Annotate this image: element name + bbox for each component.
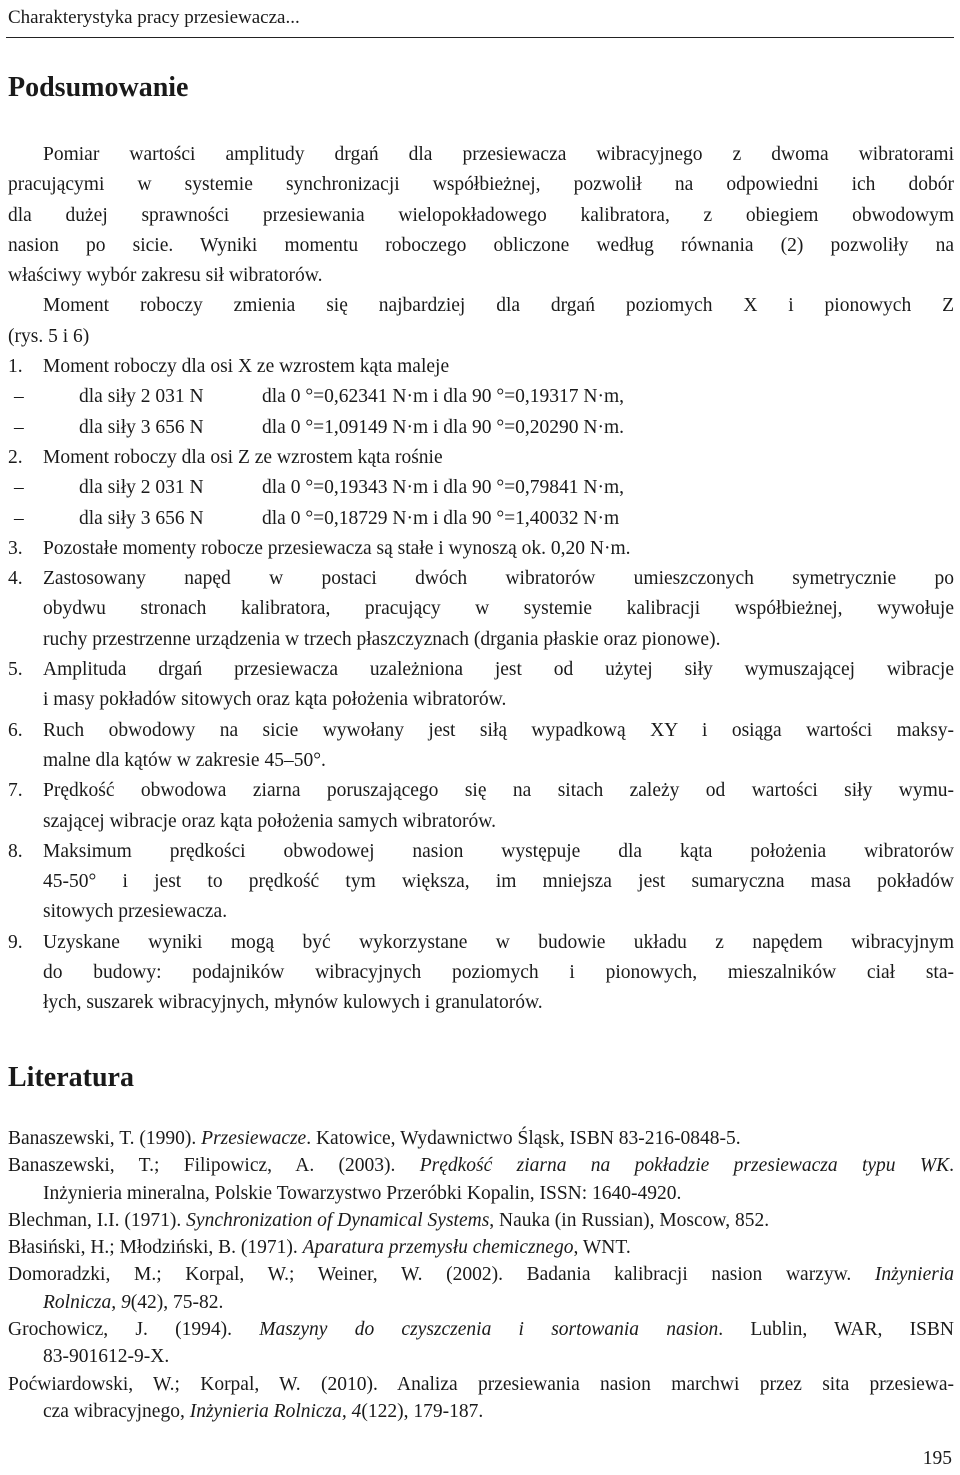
ref-authors: Banaszewski, T. (1990).	[8, 1128, 202, 1149]
ref-journal: Inżynieria	[874, 1264, 954, 1286]
list-item-text: Zastosowany napęd w postaci dwóch wibratorów umieszczonych symetrycznie po	[43, 568, 954, 590]
list-item-text: 45-50° i jest to prędkość tym większa, im mniejsza jest sumaryczna masa pokładów	[43, 871, 954, 893]
ref-authors: Blechman, I.I. (1971).	[8, 1209, 187, 1231]
reference-continuation: Inżynieria mineralna, Polskie Towarzystwo Przeróbki Kopalin, ISSN: 1640-4920.	[43, 1182, 682, 1204]
bullet-values: dla 0 °=0,62341 N·m i dla 90 °=0,19317 N·m,	[262, 386, 625, 408]
summary-p1-line: Pomiar wartości amplitudy drgań dla przesiewacza wibracyjnego z dwoma wibratorami	[43, 144, 954, 165]
list-item-text: sitowych przesiewacza.	[43, 901, 228, 923]
list-item-text: Uzyskane wyniki mogą być wykorzystane w budowie układu z napędem wibracyjnym	[43, 931, 954, 953]
list-item-1	[8, 352, 954, 382]
list-item-text: do budowy: podajników wibracyjnych poziomych i pionowych, mieszalników ciał sta-	[43, 962, 954, 984]
summary-p1-line: właściwy wybór zakresu sił wibratorów.	[8, 265, 323, 287]
page-number: 195	[922, 1448, 952, 1469]
ref-title: Przesiewacze	[201, 1128, 307, 1149]
list-item-text: łych, suszarek wibracyjnych, młynów kulowych i granulatorów.	[43, 992, 543, 1014]
header-rule	[6, 37, 954, 38]
ref-title: Aparatura przemysłu chemicznego	[302, 1237, 574, 1259]
summary-p2-line: Moment roboczy zmienia się najbardziej dla drgań poziomych X i pionowych Z	[43, 295, 954, 317]
list-item-number: 5.	[8, 659, 23, 681]
list-item-number: 2.	[8, 446, 23, 468]
bullet-force: dla siły 2 031 N	[79, 386, 204, 408]
list-item-number: 9.	[8, 931, 23, 953]
list-item-text: Moment roboczy dla osi X ze wzrostem kąta maleje	[43, 356, 450, 378]
list-item-8	[8, 837, 954, 928]
ref-publisher: , WNT.	[573, 1237, 631, 1259]
ref-authors-title: Poćwiardowski, W.; Korpal, W. (2010). Analiza przesiewania nasion marchwi przez sita przesiewa-	[8, 1373, 954, 1395]
summary-p2-line: (rys. 5 i 6)	[8, 325, 90, 347]
bullet-values: dla 0 °=1,09149 N·m i dla 90 °=0,20290 N·m.	[262, 416, 625, 438]
list-item-text: malne dla kątów w zakresie 45–50°.	[43, 749, 326, 771]
dash-bullet: –	[14, 477, 24, 499]
ref-pages: (42), 75-82.	[130, 1291, 224, 1313]
list-item-text: Prędkość obwodowa ziarna poruszającego się na sitach zależy od wartości siły wymu-	[43, 780, 954, 802]
bullet-row	[8, 473, 954, 503]
ref-publisher: . Lublin, WAR, ISBN	[718, 1319, 954, 1341]
list-item-3	[8, 534, 954, 564]
section-title-literature: Literatura	[8, 1062, 134, 1093]
list-item-text: Pozostałe momenty robocze przesiewacza są stałe i wynoszą ok. 0,20 N·m.	[43, 537, 631, 559]
running-head: Charakterystyka pracy przesiewacza...	[8, 7, 300, 28]
dash-bullet: –	[14, 507, 24, 529]
list-item-2	[8, 443, 954, 473]
list-item-number: 4.	[8, 568, 23, 590]
bullet-force: dla siły 3 656 N	[79, 416, 204, 438]
reference-list	[8, 1125, 954, 1425]
dash-bullet: –	[14, 386, 24, 408]
summary-p1-line: dla dużej sprawności przesiewania wielopokładowego kalibratora, z obiegiem obwodowym	[8, 204, 954, 226]
list-item-text: Maksimum prędkości obwodowej nasion występuje dla kąta położenia wibratorów	[43, 840, 954, 862]
bullet-row	[8, 413, 954, 443]
list-item-number: 3.	[8, 537, 23, 559]
bullet-values: dla 0 °=0,19343 N·m i dla 90 °=0,79841 N·m,	[262, 477, 625, 499]
ref-punct: .	[949, 1155, 954, 1177]
ref-title: Maszyny do czyszczenia i sortowania nasion	[259, 1319, 719, 1341]
summary-p1-line: nasion po sicie. Wyniki momentu roboczego obliczone według równania (2) pozwoliły na	[8, 234, 954, 256]
list-item-9	[8, 928, 954, 1019]
list-item-text: szającej wibracje oraz kąta położenia samych wibratorów.	[43, 810, 496, 832]
list-item-text: obydwu stronach kalibratora, pracujący w systemie kalibracji współbieżnej, wywołuje	[43, 598, 954, 620]
reference-entry	[8, 1234, 954, 1261]
reference-continuation	[8, 1398, 954, 1425]
ref-journal-volume: Inżynieria Rolnicza, 4	[189, 1400, 362, 1422]
summary-p1-line: pracującymi w systemie synchronizacji współbieżnej, pozwolił na odpowiedni ich dobór	[8, 174, 954, 196]
list-item-4	[8, 564, 954, 655]
list-item-text: Moment roboczy dla osi Z ze wzrostem kąta rośnie	[43, 446, 443, 468]
list-item-text: Ruch obwodowy na sicie wywołany jest siłą wypadkową XY i osiąga wartości maksy-	[43, 719, 954, 741]
bullet-row	[8, 504, 954, 534]
list-item-number: 7.	[8, 780, 23, 802]
ref-authors: Błasiński, H.; Młodziński, B. (1971).	[8, 1237, 303, 1259]
bullet-row	[8, 382, 954, 412]
list-item-number: 8.	[8, 840, 23, 862]
summary-body	[8, 140, 954, 1019]
list-item-5	[8, 655, 954, 716]
dash-bullet: –	[14, 416, 24, 438]
reference-entry	[8, 1125, 954, 1152]
list-item-number: 6.	[8, 719, 23, 741]
reference-entry	[8, 1261, 954, 1288]
reference-entry	[8, 1316, 954, 1343]
reference-entry	[8, 1371, 954, 1398]
reference-entry	[8, 1152, 954, 1179]
ref-publisher: . Katowice, Wydawnictwo Śląsk, ISBN 83-216-0848-5.	[306, 1128, 741, 1149]
list-item-text: i masy pokładów sitowych oraz kąta położenia wibratorów.	[43, 689, 507, 711]
ref-journal-volume: Rolnicza, 9	[43, 1291, 131, 1313]
ref-publisher: , Nauka (in Russian), Moscow, 852.	[489, 1209, 770, 1231]
section-title-summary: Podsumowanie	[8, 72, 189, 103]
ref-authors-title: Domoradzki, M.; Korpal, W.; Weiner, W. (2002). Badania kalibracji nasion warzyw.	[8, 1264, 875, 1286]
ref-title-end: cza wibracyjnego,	[43, 1400, 190, 1422]
list-item-text: Amplituda drgań przesiewacza uzależniona jest od użytej siły wymuszającej wibracje	[43, 659, 954, 681]
list-item-6	[8, 716, 954, 777]
ref-title: Prędkość ziarna na pokładzie przesiewacza typu WK	[419, 1155, 950, 1177]
reference-continuation	[8, 1289, 954, 1316]
list-item-text: ruchy przestrzenne urządzenia w trzech płaszczyznach (drgania płaskie oraz pionowe).	[43, 628, 721, 650]
bullet-force: dla siły 2 031 N	[79, 477, 204, 499]
bullet-force: dla siły 3 656 N	[79, 507, 204, 529]
ref-pages: (122), 179-187.	[361, 1400, 484, 1422]
list-item-number: 1.	[8, 356, 23, 378]
ref-authors: Grochowicz, J. (1994).	[8, 1319, 260, 1341]
bullet-values: dla 0 °=0,18729 N·m i dla 90 °=1,40032 N·m	[262, 507, 620, 529]
ref-authors: Banaszewski, T.; Filipowicz, A. (2003).	[8, 1155, 420, 1177]
list-item-7	[8, 776, 954, 837]
reference-continuation: 83-901612-9-X.	[43, 1346, 170, 1368]
reference-entry	[8, 1207, 954, 1234]
ref-title: Synchronization of Dynamical Systems	[186, 1209, 490, 1231]
